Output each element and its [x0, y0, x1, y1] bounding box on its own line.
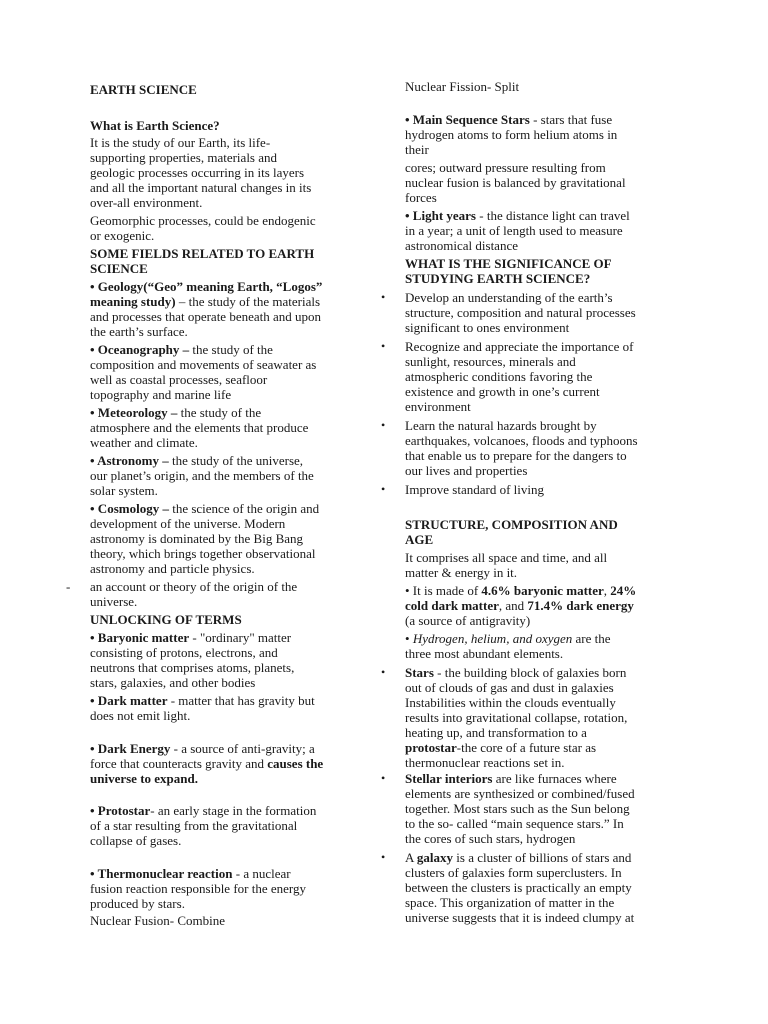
term-baryonic-line: stars, galaxies, and other bodies [90, 675, 256, 690]
section-heading-unlocking: UNLOCKING OF TERMS [90, 612, 242, 627]
significance-item [381, 339, 634, 354]
definition-line: over-all environment. [90, 195, 203, 210]
significance-item-text: Develop an understanding of the earth’s [405, 290, 613, 305]
term-dark-matter-line [90, 693, 315, 708]
term-protostar-text: - an early stage in the formation [150, 803, 317, 818]
term-protostar-line [90, 803, 316, 818]
bullet-marker: • [381, 665, 386, 679]
stars-line [405, 740, 596, 755]
significance-item-line: earthquakes, volcanoes, floods and typhoons [405, 433, 638, 448]
section-heading-fields: SOME FIELDS RELATED TO EARTH [90, 246, 315, 261]
field-geology-term: • Geology(“Geo” meaning Earth, “Logos” [90, 279, 323, 294]
abundant-elements-text: are the [572, 631, 611, 646]
significance-item-line: significant to ones environment [405, 320, 570, 335]
protostar-term: protostar [405, 740, 457, 755]
galaxy-term: galaxy [416, 850, 454, 865]
term-light-years-line [405, 208, 630, 223]
field-oceanography-line: well as coastal processes, seafloor [90, 372, 268, 387]
term-dark-energy-term: • Dark Energy [90, 741, 171, 756]
term-thermonuclear-line: fusion reaction responsible for the energy [90, 881, 306, 896]
term-main-sequence-line: forces [405, 190, 437, 205]
term-dark-energy-text: force that counteracts gravity and [90, 756, 268, 771]
field-meteorology-text: the study of the [177, 405, 262, 420]
term-protostar-line: collapse of gases. [90, 833, 182, 848]
abundant-elements-names: Hydrogen, helium, and oxygen [412, 631, 573, 646]
composition-line [405, 583, 636, 598]
field-astronomy-line: our planet’s origin, and the members of the [90, 468, 314, 483]
term-light-years-term: • Light years [405, 208, 476, 223]
stars-line: thermonuclear reactions set in. [405, 755, 565, 770]
stars-item [381, 665, 627, 680]
stellar-interiors-line: elements are synthesized or combined/fused [405, 786, 635, 801]
term-thermonuclear-term: • Thermonuclear reaction [90, 866, 233, 881]
term-main-sequence-line [405, 112, 612, 127]
significance-item [381, 290, 613, 305]
term-baryonic-line [90, 630, 291, 645]
bullet-marker: • [381, 850, 386, 864]
field-meteorology-line: weather and climate. [90, 435, 198, 450]
significance-item [381, 418, 597, 433]
term-thermonuclear-line: produced by stars. [90, 896, 185, 911]
term-baryonic-text: - "ordinary" matter [189, 630, 292, 645]
term-protostar-line: of a star resulting from the gravitational [90, 818, 298, 833]
term-dark-energy-emphasis: causes the [267, 756, 324, 771]
term-main-sequence-term: • Main Sequence Stars [405, 112, 530, 127]
stellar-interiors-line: together. Most stars such as the Sun belong [405, 801, 630, 816]
field-cosmology-line: astronomy and particle physics. [90, 561, 255, 576]
galaxy-item [381, 850, 632, 865]
term-protostar-term: • Protostar [90, 803, 151, 818]
composition-text: , [603, 583, 611, 598]
dash-marker: - [66, 579, 71, 594]
significance-item-text: Learn the natural hazards brought by [405, 418, 597, 433]
stars-line: heating up, and transformation to a [405, 725, 587, 740]
galaxy-line: clusters of galaxies form superclusters. In [405, 865, 622, 880]
galaxy-text: A [405, 850, 417, 865]
nuclear-fusion-note: Nuclear Fusion- Combine [90, 913, 226, 928]
significance-item [381, 482, 544, 497]
field-geology-line: and processes that operate beneath and upon [90, 309, 322, 324]
term-main-sequence-text: - stars that fuse [529, 112, 613, 127]
term-main-sequence-line: cores; outward pressure resulting from [405, 160, 606, 175]
field-geology-line [90, 294, 320, 309]
field-meteorology-term: • Meteorology – [90, 405, 178, 420]
dash-item-text: an account or theory of the origin of the [90, 579, 298, 594]
field-cosmology-line [90, 501, 319, 516]
significance-item-line: atmospheric conditions favoring the [405, 369, 593, 384]
nuclear-fission-note: Nuclear Fission- Split [405, 79, 520, 94]
definition-line: It is the study of our Earth, its life- [90, 135, 271, 150]
section-heading-structure: STRUCTURE, COMPOSITION AND [405, 517, 618, 532]
term-dark-energy-text: - a source of anti-gravity; a [170, 741, 315, 756]
galaxy-text: is a cluster of billions of stars and [453, 850, 632, 865]
composition-dark-matter: cold dark matter [405, 598, 499, 613]
bullet-marker: • [381, 482, 386, 496]
stellar-interiors-line: the cores of such stars, hydrogen [405, 831, 576, 846]
field-cosmology-line: theory, which brings together observational [90, 546, 316, 561]
term-light-years-text: - the distance light can travel [476, 208, 630, 223]
stellar-interiors-term: Stellar interiors [405, 771, 493, 786]
term-light-years-line: astronomical distance [405, 238, 518, 253]
significance-item-line: environment [405, 399, 471, 414]
field-oceanography-text: the study of the [189, 342, 273, 357]
term-baryonic-line: consisting of protons, electrons, and [90, 645, 278, 660]
section-heading-significance: WHAT IS THE SIGNIFICANCE OF [405, 256, 612, 271]
section-heading-what-is: What is Earth Science? [90, 118, 220, 133]
bullet-marker: • [381, 418, 386, 432]
term-thermonuclear-text: - a nuclear [232, 866, 291, 881]
composition-dark-matter: 24% [610, 583, 637, 598]
field-astronomy-line: solar system. [90, 483, 158, 498]
term-dark-matter-text: - matter that has gravity but [167, 693, 315, 708]
stars-term: Stars [405, 665, 434, 680]
field-meteorology-line: atmosphere and the elements that produce [90, 420, 309, 435]
page-title: EARTH SCIENCE [90, 82, 197, 97]
term-dark-energy-emphasis: universe to expand. [90, 771, 198, 786]
composition-text: • It is made of [405, 583, 482, 598]
term-baryonic-term: • Baryonic matter [90, 630, 190, 645]
abundant-elements-text: • [405, 631, 413, 646]
section-heading-fields: SCIENCE [90, 261, 148, 276]
section-heading-significance: STUDYING EARTH SCIENCE? [405, 271, 591, 286]
dash-item-line: universe. [90, 594, 138, 609]
composition-line: (a source of antigravity) [405, 613, 531, 628]
stars-text: - the building block of galaxies born [433, 665, 627, 680]
bullet-marker: • [381, 290, 386, 304]
field-oceanography-line: topography and marine life [90, 387, 232, 402]
significance-item-line: our lives and properties [405, 463, 528, 478]
field-cosmology-text: the science of the origin and [168, 501, 320, 516]
abundant-elements-line [405, 631, 611, 646]
field-meteorology-line [90, 405, 261, 420]
significance-item-line: structure, composition and natural processes [405, 305, 636, 320]
field-astronomy-line [90, 453, 303, 468]
term-thermonuclear-line [90, 866, 291, 881]
term-main-sequence-line: their [405, 142, 429, 157]
stellar-interiors-item [381, 771, 617, 786]
bullet-marker: • [381, 771, 386, 785]
term-dark-energy-line [90, 756, 323, 771]
significance-item-line: existence and growth in one’s current [405, 384, 600, 399]
stars-line: out of clouds of gas and dust in galaxies [405, 680, 614, 695]
stellar-interiors-text: are like furnaces where [492, 771, 617, 786]
field-astronomy-text: the study of the universe, [168, 453, 304, 468]
field-oceanography-line [90, 342, 273, 357]
term-dark-matter-term: • Dark matter [90, 693, 168, 708]
significance-item-text: Recognize and appreciate the importance of [405, 339, 634, 354]
significance-item-line: sunlight, resources, minerals and [405, 354, 576, 369]
significance-item-line: that enable us to prepare for the dangers to [405, 448, 627, 463]
term-dark-energy-line [90, 741, 315, 756]
composition-dark-energy: 71.4% dark energy [527, 598, 634, 613]
field-oceanography-line: composition and movements of seawater as [90, 357, 317, 372]
structure-body-line: It comprises all space and time, and all [405, 550, 608, 565]
significance-item-text: Improve standard of living [405, 482, 544, 497]
galaxy-line: space. This organization of matter in the [405, 895, 615, 910]
galaxy-line: between the clusters is practically an empty [405, 880, 632, 895]
field-geology-term: meaning study) [90, 294, 176, 309]
composition-text: , and [498, 598, 528, 613]
bullet-marker: • [381, 339, 386, 353]
field-geology-line: the earth’s surface. [90, 324, 188, 339]
composition-baryonic: 4.6% baryonic matter [481, 583, 604, 598]
geomorphic-line: or exogenic. [90, 228, 155, 243]
dash-item-line [66, 579, 298, 594]
abundant-elements-line: three most abundant elements. [405, 646, 564, 661]
term-baryonic-line: neutrons that comprises atoms, planets, [90, 660, 295, 675]
term-dark-matter-line: does not emit light. [90, 708, 191, 723]
field-geology-text: – the study of the materials [175, 294, 321, 309]
definition-line: and all the important natural changes in its [90, 180, 312, 195]
definition-line: supporting properties, materials and [90, 150, 278, 165]
field-cosmology-line: astronomy is dominated by the Big Bang [90, 531, 304, 546]
term-main-sequence-line: hydrogen atoms to form helium atoms in [405, 127, 618, 142]
composition-line [405, 598, 634, 613]
field-astronomy-term: • Astronomy – [90, 453, 169, 468]
stars-text: -the core of a future star as [456, 740, 597, 755]
term-light-years-line: in a year; a unit of length used to measure [405, 223, 623, 238]
structure-body-line: matter & energy in it. [405, 565, 518, 580]
galaxy-line: universe suggests that it is indeed clumpy at [405, 910, 635, 925]
field-cosmology-term: • Cosmology – [90, 501, 169, 516]
section-heading-structure: AGE [405, 532, 434, 547]
stars-line: results into gravitational collapse, rotation, [405, 710, 628, 725]
geomorphic-line: Geomorphic processes, could be endogenic [90, 213, 316, 228]
definition-line: geologic processes occurring in its layers [90, 165, 305, 180]
stars-line: Instabilities within the clouds eventually [405, 695, 616, 710]
field-oceanography-term: • Oceanography – [90, 342, 190, 357]
stellar-interiors-line: to the so- called “main sequence stars.” In [405, 816, 624, 831]
term-main-sequence-line: nuclear fusion is balanced by gravitational [405, 175, 626, 190]
field-cosmology-line: development of the universe. Modern [90, 516, 286, 531]
